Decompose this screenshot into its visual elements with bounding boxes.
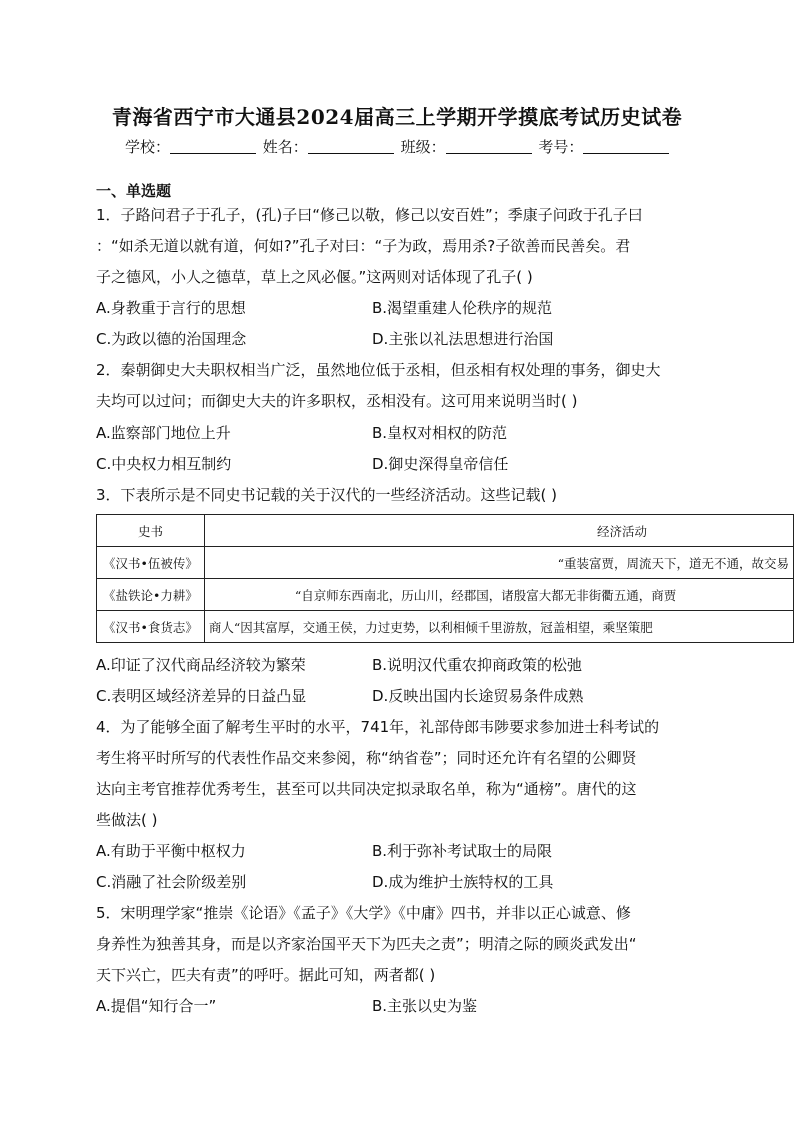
- q1-option-a[interactable]: A.身教重于言行的思想: [96, 299, 246, 317]
- table-cell-book: 《盐铁论•力耕》: [97, 579, 205, 611]
- q1-line-3: 子之德风，小人之德草，草上之风必偃。”这两则对话体现了孔子( ): [96, 268, 533, 286]
- q1-line-1: 1．子路问君子于孔子，(孔)子曰“修己以敬，修己以安百姓”；季康子问政于孔子曰: [96, 206, 643, 224]
- class-blank[interactable]: [446, 139, 532, 154]
- q3-option-c[interactable]: C.表明区域经济差异的日益凸显: [96, 687, 307, 705]
- school-label: 学校：: [125, 138, 171, 156]
- table-row: [97, 547, 794, 579]
- table-cell-book: 《汉书•食货志》: [97, 611, 205, 643]
- table-cell-book: 《汉书•伍被传》: [97, 547, 205, 579]
- q4-line-4: 些做法( ): [96, 811, 158, 829]
- table-cell-activity: “重装富贾，周流天下，道无不通，故交易: [204, 547, 793, 579]
- name-blank[interactable]: [308, 139, 394, 154]
- q1-option-d[interactable]: D.主张以礼法思想进行治国: [372, 330, 554, 348]
- student-info-row: [125, 136, 671, 157]
- number-blank[interactable]: [583, 139, 669, 154]
- q2-option-a[interactable]: A.监察部门地位上升: [96, 424, 231, 442]
- table-cell-activity: 商人“因其富厚，交通王侯，力过吏势，以利相倾千里游敖，冠盖相望，乘坚策肥: [204, 611, 793, 643]
- q2-option-b[interactable]: B.皇权对相权的防范: [372, 424, 508, 442]
- table-cell-activity: “自京师东西南北，历山川，经郡国，诸殷富大都无非街衢五通，商贾: [204, 579, 793, 611]
- q5-option-a[interactable]: A.提倡“知行合一”: [96, 997, 217, 1015]
- number-label: 考号：: [538, 138, 584, 156]
- q4-option-b[interactable]: B.利于弥补考试取士的局限: [372, 842, 553, 860]
- q4-line-1: 4．为了能够全面了解考生平时的水平，741年，礼部侍郎韦陟要求参加进士科考试的: [96, 718, 660, 736]
- table-header-row: [97, 515, 794, 547]
- q2-option-d[interactable]: D.御史深得皇帝信任: [372, 455, 509, 473]
- q3-option-d[interactable]: D.反映出国内长途贸易条件成熟: [372, 687, 584, 705]
- table-header-activity: 经济活动: [204, 515, 793, 547]
- q2-line-1: 2．秦朝御史大夫职权相当广泛，虽然地位低于丞相，但丞相有权处理的事务，御史大: [96, 361, 661, 379]
- name-label: 姓名：: [262, 138, 308, 156]
- q2-line-2: 夫均可以过问；而御史大夫的许多职权，丞相没有。这可用来说明当时( ): [96, 392, 578, 410]
- section-heading: 一、单选题: [96, 182, 172, 200]
- q4-option-d[interactable]: D.成为维护士族特权的工具: [372, 873, 554, 891]
- q5-line-2: 身养性为独善其身，而是以齐家治国平天下为匹夫之责”；明清之际的顾炎武发出“: [96, 935, 637, 953]
- q5-line-3: 天下兴亡，匹夫有责”的呼吁。据此可知，两者都( ): [96, 966, 436, 984]
- economic-activities-table: [96, 514, 794, 643]
- q3-line-1: 3．下表所示是不同史书记载的关于汉代的一些经济活动。这些记载( ): [96, 486, 558, 504]
- q1-option-c[interactable]: C.为政以德的治国理念: [96, 330, 247, 348]
- table-row: [97, 611, 794, 643]
- q1-line-2: ：“如杀无道以就有道，何如?”孔子对曰：“子为政，焉用杀?子欲善而民善矣。君: [96, 237, 631, 255]
- q4-option-a[interactable]: A.有助于平衡中枢权力: [96, 842, 246, 860]
- class-label: 班级：: [400, 138, 446, 156]
- q5-line-1: 5．宋明理学家“推崇《论语》《孟子》《大学》《中庸》四书，并非以正心诚意、修: [96, 904, 631, 922]
- q4-line-2: 考生将平时所写的代表性作品交来参阅，称“纳省卷”；同时还允许有名望的公卿贤: [96, 749, 637, 767]
- q2-option-c[interactable]: C.中央权力相互制约: [96, 455, 232, 473]
- q1-option-b[interactable]: B.渴望重建人伦秩序的规范: [372, 299, 553, 317]
- q3-option-b[interactable]: B.说明汉代重农抑商政策的松弛: [372, 656, 583, 674]
- q4-line-3: 达向主考官推荐优秀考生，甚至可以共同决定拟录取名单，称为“通榜”。唐代的这: [96, 780, 637, 798]
- page-title: 青海省西宁市大通县2024届高三上学期开学摸底考试历史试卷: [111, 105, 683, 129]
- school-blank[interactable]: [170, 139, 256, 154]
- q5-option-b[interactable]: B.主张以史为鉴: [372, 997, 478, 1015]
- table-header-book: 史书: [97, 515, 205, 547]
- table-row: [97, 579, 794, 611]
- q3-option-a[interactable]: A.印证了汉代商品经济较为繁荣: [96, 656, 306, 674]
- q4-option-c[interactable]: C.消融了社会阶级差别: [96, 873, 247, 891]
